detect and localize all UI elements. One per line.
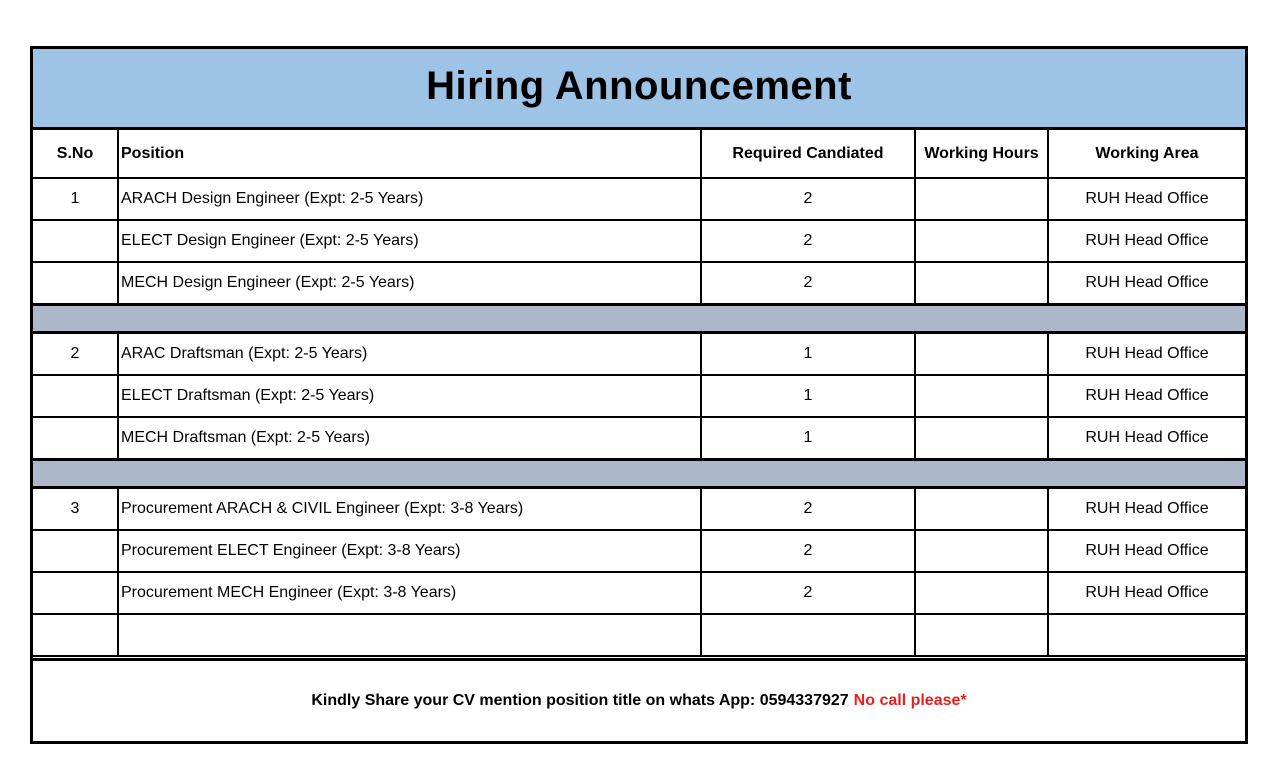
cell-hours — [915, 220, 1048, 262]
cell-position: Procurement ELECT Engineer (Expt: 3-8 Years) — [118, 530, 701, 572]
cell-hours — [915, 572, 1048, 614]
cell-empty — [701, 614, 915, 656]
cell-hours — [915, 375, 1048, 417]
cell-empty — [33, 614, 118, 656]
table-row — [33, 262, 1245, 305]
cell-required: 2 — [701, 178, 915, 220]
separator-band — [33, 305, 1245, 333]
cell-hours — [915, 488, 1048, 531]
table-row-empty — [33, 614, 1245, 656]
title-bar — [33, 49, 1245, 130]
cell-position: Procurement ARACH & CIVIL Engineer (Expt: 3-8 Years) — [118, 488, 701, 531]
cell-sno — [33, 572, 118, 614]
cell-position: ARACH Design Engineer (Expt: 2-5 Years) — [118, 178, 701, 220]
page-title: Hiring Announcement — [426, 63, 852, 108]
cell-sno: 1 — [33, 178, 118, 220]
table-row — [33, 333, 1245, 376]
header-sno: S.No — [33, 130, 118, 178]
cell-position: Procurement MECH Engineer (Expt: 3-8 Years) — [118, 572, 701, 614]
positions-table — [33, 130, 1245, 657]
hiring-sheet — [30, 46, 1248, 744]
cell-area: RUH Head Office — [1048, 333, 1245, 376]
cell-position: ARAC Draftsman (Expt: 2-5 Years) — [118, 333, 701, 376]
footer-note — [33, 658, 1245, 741]
header-area: Working Area — [1048, 130, 1245, 178]
cell-empty — [118, 614, 701, 656]
table-row — [33, 220, 1245, 262]
header-position: Position — [118, 130, 701, 178]
cell-required: 1 — [701, 333, 915, 376]
cell-empty — [1048, 614, 1245, 656]
table-row — [33, 178, 1245, 220]
cell-position: ELECT Design Engineer (Expt: 2-5 Years) — [118, 220, 701, 262]
cell-required: 2 — [701, 572, 915, 614]
cell-sno: 2 — [33, 333, 118, 376]
header-required: Required Candiated — [701, 130, 915, 178]
cell-hours — [915, 530, 1048, 572]
cell-sno: 3 — [33, 488, 118, 531]
cell-position: ELECT Draftsman (Expt: 2-5 Years) — [118, 375, 701, 417]
cell-required: 2 — [701, 220, 915, 262]
cell-sno — [33, 375, 118, 417]
cell-required: 1 — [701, 375, 915, 417]
cell-area: RUH Head Office — [1048, 530, 1245, 572]
cell-area: RUH Head Office — [1048, 178, 1245, 220]
table-header-row — [33, 130, 1245, 178]
cell-area: RUH Head Office — [1048, 488, 1245, 531]
table-row — [33, 488, 1245, 531]
cell-hours — [915, 417, 1048, 460]
cell-area: RUH Head Office — [1048, 262, 1245, 305]
cell-hours — [915, 333, 1048, 376]
cell-area: RUH Head Office — [1048, 417, 1245, 460]
cell-area: RUH Head Office — [1048, 375, 1245, 417]
cell-position: MECH Design Engineer (Expt: 2-5 Years) — [118, 262, 701, 305]
cell-required: 2 — [701, 262, 915, 305]
cell-area: RUH Head Office — [1048, 572, 1245, 614]
separator-band — [33, 460, 1245, 488]
header-hours: Working Hours — [915, 130, 1048, 178]
cell-area: RUH Head Office — [1048, 220, 1245, 262]
cell-empty — [915, 614, 1048, 656]
table-row — [33, 375, 1245, 417]
cell-sno — [33, 530, 118, 572]
cell-sno — [33, 220, 118, 262]
footer-warning: No call please* — [853, 692, 967, 709]
cell-required: 1 — [701, 417, 915, 460]
group-separator — [33, 460, 1245, 488]
cell-required: 2 — [701, 530, 915, 572]
group-separator — [33, 305, 1245, 333]
table-row — [33, 572, 1245, 614]
cell-sno — [33, 417, 118, 460]
cell-required: 2 — [701, 488, 915, 531]
table-row — [33, 530, 1245, 572]
cell-hours — [915, 262, 1048, 305]
cell-hours — [915, 178, 1048, 220]
table-row — [33, 417, 1245, 460]
cell-position: MECH Draftsman (Expt: 2-5 Years) — [118, 417, 701, 460]
footer-message: Kindly Share your CV mention position title on whats App: 0594337927 — [311, 692, 849, 709]
cell-sno — [33, 262, 118, 305]
